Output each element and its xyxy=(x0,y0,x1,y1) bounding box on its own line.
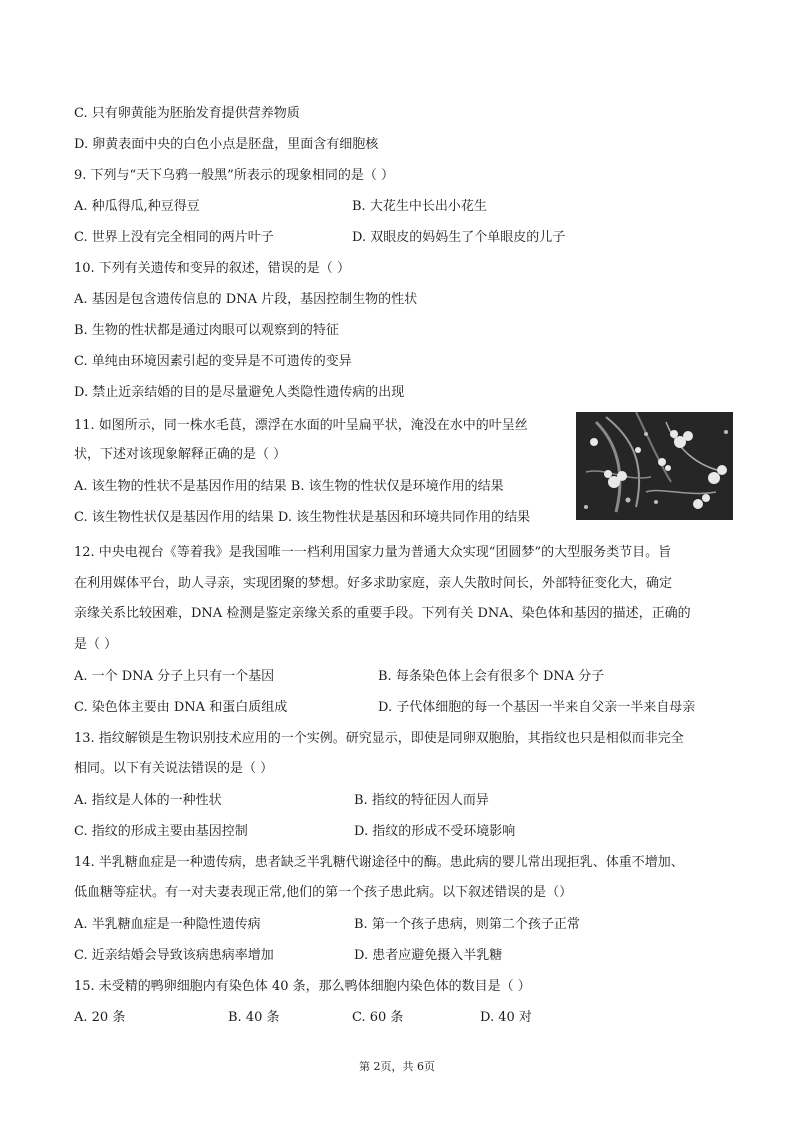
q15-stem: 15. 未受精的鸭卵细胞内有染色体 40 条，那么鸭体细胞内染色体的数目是（ ） xyxy=(74,979,531,994)
q9-option-a: A. 种瓜得瓜,种豆得豆 xyxy=(74,199,200,214)
q12-stem-line3: 亲缘关系比较困难，DNA 检测是鉴定亲缘关系的重要手段。下列有关 DNA、染色体和基因的描述，正确的 xyxy=(74,606,691,621)
q12-option-d: D. 子代体细胞的每一个基因一半来自父亲一半来自母亲 xyxy=(378,700,696,715)
q12-stem-line1: 12. 中央电视台《等着我》是我国唯一一档利用国家力量为普通大众实现“团圆梦”的大型服务类节目。旨 xyxy=(74,545,672,560)
q10-option-b: B. 生物的性状都是通过肉眼可以观察到的特征 xyxy=(74,323,339,338)
q13-stem-line2: 相同。以下有关说法错误的是（ ） xyxy=(74,761,274,776)
q12-option-c: C. 染色体主要由 DNA 和蛋白质组成 xyxy=(74,700,288,715)
q11-stem-line1: 11. 如图所示，同一株水毛茛，漂浮在水面的叶呈扁平状，淹没在水中的叶呈丝 xyxy=(74,418,528,433)
q14-stem-line2: 低血糖等症状。有一对夫妻表现正常,他们的第一个孩子患此病。以下叙述错误的是（） xyxy=(74,885,573,900)
q15-option-b: B. 40 条 xyxy=(228,1010,280,1025)
q14-stem-line1: 14. 半乳糖血症是一种遗传病，患者缺乏半乳糖代谢途径中的酶。患此病的婴儿常出现拒乳、体重不增加、 xyxy=(74,855,684,870)
q15-option-a: A. 20 条 xyxy=(74,1010,126,1025)
q14-option-a: A. 半乳糖血症是一种隐性遗传病 xyxy=(74,917,261,932)
q8-option-d: D. 卵黄表面中央的白色小点是胚盘，里面含有细胞核 xyxy=(74,137,379,152)
q13-option-d: D. 指纹的形成不受环境影响 xyxy=(354,824,516,839)
q11-options-ab: A. 该生物的性状不是基因作用的结果 B. 该生物的性状仅是环境作用的结果 xyxy=(74,479,504,494)
q15-option-c: C. 60 条 xyxy=(352,1010,404,1025)
plant-image xyxy=(576,412,733,520)
q11-stem-line2: 状，下述对该现象解释正确的是（ ） xyxy=(74,447,287,462)
q14-option-d: D. 患者应避免摄入半乳糖 xyxy=(354,948,503,963)
q11-options-cd: C. 该生物性状仅是基因作用的结果 D. 该生物性状是基因和环境共同作用的结果 xyxy=(74,510,531,525)
q12-option-b: B. 每条染色体上会有很多个 DNA 分子 xyxy=(378,669,605,684)
q14-option-c: C. 近亲结婚会导致该病患病率增加 xyxy=(74,948,274,963)
q12-stem-line4: 是（ ） xyxy=(74,637,118,652)
q13-option-a: A. 指纹是人体的一种性状 xyxy=(74,793,222,808)
q15-option-d: D. 40 对 xyxy=(480,1010,532,1025)
q13-stem-line1: 13. 指纹解锁是生物识别技术应用的一个实例。研究显示，即使是同卵双胞胎，其指纹也只是相似而非完全 xyxy=(74,731,684,746)
q13-option-b: B. 指纹的特征因人而异 xyxy=(354,793,489,808)
q13-option-c: C. 指纹的形成主要由基因控制 xyxy=(74,824,248,839)
page-number-footer: 第 2页，共 6页 xyxy=(359,1060,435,1073)
q10-option-a: A. 基因是包含遗传信息的 DNA 片段，基因控制生物的性状 xyxy=(74,292,418,307)
water-buttercup-photo xyxy=(576,412,733,520)
q10-option-d: D. 禁止近亲结婚的目的是尽量避免人类隐性遗传病的出现 xyxy=(74,385,405,400)
q8-option-c: C. 只有卵黄能为胚胎发育提供营养物质 xyxy=(74,106,300,121)
q9-option-d: D. 双眼皮的妈妈生了个单眼皮的儿子 xyxy=(352,230,566,245)
q10-stem: 10. 下列有关遗传和变异的叙述，错误的是（ ） xyxy=(74,261,350,276)
q12-option-a: A. 一个 DNA 分子上只有一个基因 xyxy=(74,669,275,684)
q12-stem-line2: 在利用媒体平台，助人寻亲，实现团聚的梦想。好多求助家庭，亲人失散时间长，外部特征变化大，确定 xyxy=(74,576,673,591)
q9-stem: 9. 下列与“天下乌鸦一般黑”所表示的现象相同的是（ ） xyxy=(74,168,394,183)
q9-option-b: B. 大花生中长出小花生 xyxy=(352,199,487,214)
q10-option-c: C. 单纯由环境因素引起的变异是不可遗传的变异 xyxy=(74,354,352,369)
q14-option-b: B. 第一个孩子患病，则第二个孩子正常 xyxy=(354,917,580,932)
q9-option-c: C. 世界上没有完全相同的两片叶子 xyxy=(74,230,274,245)
